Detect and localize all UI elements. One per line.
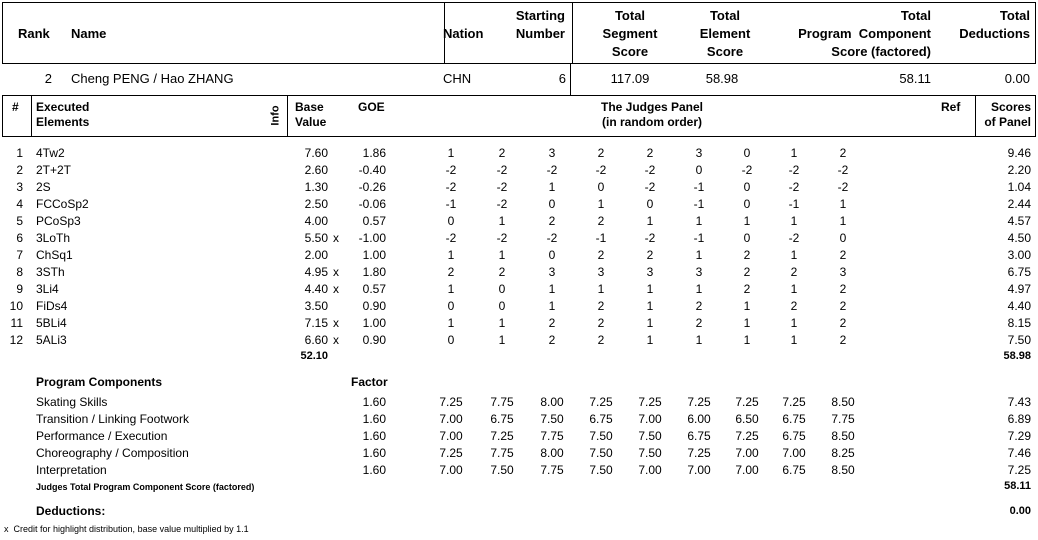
component-name: Interpretation <box>36 463 107 477</box>
header-judges-panel: The Judges Panel (in random order) <box>600 100 704 129</box>
deductions-label: Deductions: <box>36 504 106 518</box>
row-goe: 0.90 <box>362 333 386 347</box>
judge-score: 7.25 <box>782 395 806 409</box>
row-goe: -0.06 <box>358 197 386 211</box>
header-total-element-score: Total Element Score <box>699 8 751 59</box>
judge-score: 3 <box>548 265 556 279</box>
header-base-value: Base Value <box>295 100 327 129</box>
judge-score: 7.00 <box>638 412 662 426</box>
header-ref: Ref <box>941 100 961 114</box>
component-score: 6.89 <box>1007 412 1031 426</box>
judge-score: 7.25 <box>638 395 662 409</box>
result-tss: 117.09 <box>610 71 650 86</box>
component-score: 7.46 <box>1007 446 1031 460</box>
judge-score: 7.25 <box>589 395 613 409</box>
judge-score: 2 <box>597 146 605 160</box>
judge-score: 2 <box>743 282 751 296</box>
table-row <box>0 162 1038 179</box>
judge-score: -2 <box>837 163 849 177</box>
judge-score: 7.75 <box>831 412 855 426</box>
judge-score: -2 <box>546 231 558 245</box>
component-name: Performance / Execution <box>36 429 168 443</box>
judge-score: 0 <box>743 197 751 211</box>
judge-score: 6.75 <box>782 429 806 443</box>
row-base-value: 4.00 <box>304 214 328 228</box>
judge-score: 7.25 <box>687 395 711 409</box>
judge-score: 2 <box>548 333 556 347</box>
judge-score: 2 <box>597 299 605 313</box>
judge-score: 1 <box>447 316 455 330</box>
row-goe: 0.57 <box>362 282 386 296</box>
judge-score: 2 <box>839 316 847 330</box>
row-base-value: 7.60 <box>304 146 328 160</box>
row-panel-score: 9.46 <box>1007 146 1031 160</box>
row-panel-score: 7.50 <box>1007 333 1031 347</box>
judge-score: 1 <box>498 316 506 330</box>
judge-score: -2 <box>496 163 508 177</box>
judge-score: 1 <box>447 282 455 296</box>
header-nation: Nation <box>443 26 484 41</box>
judge-score: 7.50 <box>589 446 613 460</box>
judge-score: -2 <box>445 180 457 194</box>
header-total-segment-score: Total Segment Score <box>602 8 658 59</box>
judge-score: 0 <box>695 163 703 177</box>
judge-score: 1 <box>743 316 751 330</box>
row-base-value: 7.15 <box>304 316 328 330</box>
judge-score: 8.00 <box>540 446 564 460</box>
judge-score: 1 <box>646 299 654 313</box>
judge-score: 7.00 <box>439 429 463 443</box>
row-element: PCoSp3 <box>36 214 81 228</box>
judge-score: 7.50 <box>490 463 514 477</box>
judge-score: 1 <box>790 146 798 160</box>
result-tes: 58.98 <box>705 71 739 86</box>
row-number: 5 <box>16 214 23 228</box>
judge-score: 1 <box>790 316 798 330</box>
judge-score: -2 <box>837 180 849 194</box>
judge-score: 2 <box>498 265 506 279</box>
judge-score: 2 <box>839 282 847 296</box>
table-row <box>0 179 1038 196</box>
judge-score: 1 <box>743 214 751 228</box>
judge-score: 2 <box>743 248 751 262</box>
row-element: 3LoTh <box>36 231 71 245</box>
judge-score: -1 <box>445 197 457 211</box>
judge-score: 2 <box>839 333 847 347</box>
result-deductions: 0.00 <box>1004 71 1030 86</box>
judge-score: -2 <box>644 231 656 245</box>
component-name: Transition / Linking Footwork <box>36 412 189 426</box>
row-bonus-marker: x <box>333 265 339 279</box>
judge-score: 1 <box>790 248 798 262</box>
base-value-total: 52.10 <box>300 350 328 362</box>
row-goe: 1.00 <box>362 316 386 330</box>
row-goe: 1.80 <box>362 265 386 279</box>
judge-score: 1 <box>646 333 654 347</box>
judge-score: 1 <box>695 248 703 262</box>
row-panel-score: 3.00 <box>1007 248 1031 262</box>
judge-score: 7.00 <box>735 446 759 460</box>
row-number: 12 <box>9 333 23 347</box>
row-element: 4Tw2 <box>36 146 65 160</box>
row-number: 9 <box>16 282 23 296</box>
judge-score: -2 <box>644 163 656 177</box>
header-total-deductions: Total Deductions <box>959 8 1030 41</box>
result-rank: 2 <box>44 71 52 86</box>
row-base-value: 4.40 <box>304 282 328 296</box>
row-goe: -0.26 <box>358 180 386 194</box>
judge-score: 0 <box>498 282 506 296</box>
table-row <box>0 264 1038 281</box>
row-base-value: 6.60 <box>304 333 328 347</box>
judge-score: 0 <box>447 333 455 347</box>
judge-score: 1 <box>695 333 703 347</box>
header-goe: GOE <box>358 100 385 114</box>
judge-score: -2 <box>644 180 656 194</box>
row-panel-score: 2.20 <box>1007 163 1031 177</box>
judge-score: 1 <box>743 299 751 313</box>
row-panel-score: 2.44 <box>1007 197 1031 211</box>
judge-score: 3 <box>597 265 605 279</box>
header-info: Info <box>269 105 282 126</box>
component-factor: 1.60 <box>362 446 386 460</box>
judge-score: -1 <box>693 231 705 245</box>
judge-score: 1 <box>839 197 847 211</box>
judge-score: -2 <box>595 163 607 177</box>
component-score: 7.25 <box>1007 463 1031 477</box>
row-element: ChSq1 <box>36 248 73 262</box>
judge-score: 7.50 <box>638 429 662 443</box>
judge-score: 7.50 <box>540 412 564 426</box>
row-base-value: 2.60 <box>304 163 328 177</box>
result-pcs: 58.11 <box>899 71 931 86</box>
row-bonus-marker: x <box>333 316 339 330</box>
judge-score: 2 <box>597 333 605 347</box>
judge-score: -2 <box>496 231 508 245</box>
judge-score: 7.00 <box>782 446 806 460</box>
pcs-label: Judges Total Program Component Score (factored) <box>36 482 255 492</box>
row-element: 2S <box>36 180 51 194</box>
judge-score: 0 <box>548 248 556 262</box>
row-panel-score: 4.97 <box>1007 282 1031 296</box>
judge-score: 2 <box>695 299 703 313</box>
judge-score: 0 <box>743 231 751 245</box>
judge-score: 6.75 <box>687 429 711 443</box>
judge-score: 1 <box>790 282 798 296</box>
judge-score: 2 <box>790 299 798 313</box>
row-goe: -0.40 <box>358 163 386 177</box>
row-bonus-marker: x <box>333 282 339 296</box>
row-number: 3 <box>16 180 23 194</box>
judge-score: 1 <box>498 214 506 228</box>
component-score: 7.43 <box>1007 395 1031 409</box>
judge-score: 8.50 <box>831 429 855 443</box>
judge-score: 2 <box>646 146 654 160</box>
component-name: Choreography / Composition <box>36 446 189 460</box>
judge-score: -1 <box>788 197 800 211</box>
component-factor: 1.60 <box>362 429 386 443</box>
judge-score: 1 <box>790 214 798 228</box>
judge-score: 1 <box>646 316 654 330</box>
row-bonus-marker: x <box>333 231 339 245</box>
footnote: x Credit for highlight distribution, base value multiplied by 1.1 <box>4 524 249 534</box>
table-row <box>0 332 1038 349</box>
divider <box>570 64 571 95</box>
component-row <box>0 394 1038 411</box>
divider <box>31 96 32 136</box>
judge-score: 2 <box>597 248 605 262</box>
row-goe: -1.00 <box>358 231 386 245</box>
divider <box>572 3 573 63</box>
judge-score: 2 <box>597 214 605 228</box>
row-element: FCCoSp2 <box>36 197 89 211</box>
judge-score: 6.75 <box>490 412 514 426</box>
row-number: 2 <box>16 163 23 177</box>
judge-score: -2 <box>445 231 457 245</box>
judge-score: 7.00 <box>687 463 711 477</box>
judge-score: 8.00 <box>540 395 564 409</box>
judge-score: 0 <box>743 180 751 194</box>
component-row <box>0 462 1038 479</box>
row-element: 5BLi4 <box>36 316 67 330</box>
judge-score: 2 <box>646 248 654 262</box>
judge-score: 7.75 <box>540 429 564 443</box>
judge-score: 7.75 <box>490 395 514 409</box>
judge-score: 1 <box>695 282 703 296</box>
judge-score: 0 <box>447 214 455 228</box>
judge-score: -1 <box>693 180 705 194</box>
judge-score: 3 <box>548 146 556 160</box>
row-bonus-marker: x <box>333 333 339 347</box>
judge-score: 0 <box>597 180 605 194</box>
judge-score: 2 <box>790 265 798 279</box>
judge-score: -2 <box>445 163 457 177</box>
judge-score: 3 <box>646 265 654 279</box>
divider <box>287 96 288 136</box>
component-row <box>0 411 1038 428</box>
header-number: # <box>12 100 19 114</box>
header-program-component-score: Total Program Component Score (factored) <box>798 8 931 59</box>
judge-score: 6.75 <box>782 412 806 426</box>
deductions-total: 0.00 <box>1009 505 1031 517</box>
header-name: Name <box>71 26 107 41</box>
judge-score: 0 <box>548 197 556 211</box>
row-number: 10 <box>9 299 23 313</box>
result-starting-number: 6 <box>558 71 566 86</box>
row-goe: 0.57 <box>362 214 386 228</box>
row-base-value: 1.30 <box>304 180 328 194</box>
judge-score: 1 <box>695 214 703 228</box>
header-executed-elements: Executed Elements <box>36 100 90 129</box>
judge-score: 1 <box>597 197 605 211</box>
elements-header <box>2 95 1036 137</box>
row-element: 5ALi3 <box>36 333 67 347</box>
tes-total: 58.98 <box>1003 350 1031 362</box>
judge-score: 2 <box>839 248 847 262</box>
judge-score: 6.00 <box>687 412 711 426</box>
judge-score: 1 <box>743 333 751 347</box>
row-number: 4 <box>16 197 23 211</box>
row-number: 1 <box>16 146 23 160</box>
judge-score: 2 <box>548 316 556 330</box>
judge-score: 7.25 <box>687 446 711 460</box>
header-scores-of-panel: Scores of Panel <box>984 100 1031 129</box>
judge-score: 1 <box>548 282 556 296</box>
judge-score: -2 <box>788 163 800 177</box>
judge-score: 0 <box>646 197 654 211</box>
row-number: 8 <box>16 265 23 279</box>
judge-score: 1 <box>790 333 798 347</box>
judge-score: 1 <box>646 282 654 296</box>
table-row <box>0 230 1038 247</box>
judge-score: 1 <box>839 214 847 228</box>
row-base-value: 2.00 <box>304 248 328 262</box>
judge-score: 1 <box>548 180 556 194</box>
judge-score: 2 <box>548 214 556 228</box>
table-row <box>0 213 1038 230</box>
judge-score: 8.25 <box>831 446 855 460</box>
judge-score: -2 <box>546 163 558 177</box>
judge-score: 1 <box>646 214 654 228</box>
component-row <box>0 445 1038 462</box>
judge-score: 7.75 <box>490 446 514 460</box>
row-base-value: 5.50 <box>304 231 328 245</box>
row-panel-score: 4.57 <box>1007 214 1031 228</box>
judge-score: 2 <box>597 316 605 330</box>
judge-score: -1 <box>693 197 705 211</box>
judge-score: 1 <box>498 333 506 347</box>
judge-score: 6.75 <box>782 463 806 477</box>
table-row <box>0 145 1038 162</box>
judge-score: 2 <box>839 299 847 313</box>
row-base-value: 4.95 <box>304 265 328 279</box>
judge-score: 6.50 <box>735 412 759 426</box>
judge-score: 7.50 <box>589 463 613 477</box>
judge-score: 0 <box>839 231 847 245</box>
row-goe: 0.90 <box>362 299 386 313</box>
judge-score: -2 <box>741 163 753 177</box>
judge-score: 7.00 <box>439 412 463 426</box>
header-starting-number: Starting Number <box>515 8 565 41</box>
judge-score: 0 <box>447 299 455 313</box>
judge-score: -1 <box>595 231 607 245</box>
judge-score: 7.25 <box>439 395 463 409</box>
judge-score: 7.25 <box>439 446 463 460</box>
component-name: Skating Skills <box>36 395 108 409</box>
header-rank: Rank <box>18 26 50 41</box>
judge-score: 2 <box>743 265 751 279</box>
table-row <box>0 281 1038 298</box>
judge-score: 1 <box>447 248 455 262</box>
component-factor: 1.60 <box>362 395 386 409</box>
judge-score: 7.25 <box>490 429 514 443</box>
judge-score: 7.50 <box>638 446 662 460</box>
table-row <box>0 247 1038 264</box>
judge-score: 7.50 <box>589 429 613 443</box>
judge-score: 3 <box>839 265 847 279</box>
judge-score: 7.00 <box>735 463 759 477</box>
judge-score: 7.75 <box>540 463 564 477</box>
factor-title: Factor <box>351 375 388 389</box>
row-panel-score: 4.50 <box>1007 231 1031 245</box>
component-score: 7.29 <box>1007 429 1031 443</box>
judge-score: 7.00 <box>439 463 463 477</box>
judge-score: 8.50 <box>831 395 855 409</box>
judge-score: -2 <box>496 197 508 211</box>
result-name: Cheng PENG / Hao ZHANG <box>71 71 234 86</box>
judge-score: 0 <box>498 299 506 313</box>
judge-score: 6.75 <box>589 412 613 426</box>
row-base-value: 3.50 <box>304 299 328 313</box>
judge-score: -2 <box>788 231 800 245</box>
judge-score: 7.25 <box>735 429 759 443</box>
table-row <box>0 315 1038 332</box>
row-panel-score: 6.75 <box>1007 265 1031 279</box>
judge-score: 3 <box>695 265 703 279</box>
judge-score: 1 <box>548 299 556 313</box>
judge-score: 2 <box>498 146 506 160</box>
row-element: 3Li4 <box>36 282 59 296</box>
judge-score: -2 <box>788 180 800 194</box>
row-goe: 1.86 <box>362 146 386 160</box>
result-nation: CHN <box>443 71 472 86</box>
judge-score: 3 <box>695 146 703 160</box>
row-element: 2T+2T <box>36 163 72 177</box>
judge-score: 7.00 <box>638 463 662 477</box>
row-panel-score: 8.15 <box>1007 316 1031 330</box>
judge-score: 7.25 <box>735 395 759 409</box>
judge-score: 1 <box>597 282 605 296</box>
table-row <box>0 298 1038 315</box>
row-number: 6 <box>16 231 23 245</box>
judge-score: 2 <box>447 265 455 279</box>
table-row <box>0 196 1038 213</box>
judge-score: 0 <box>743 146 751 160</box>
judge-score: 8.50 <box>831 463 855 477</box>
judge-score: 1 <box>447 146 455 160</box>
program-components-title: Program Components <box>36 375 163 389</box>
judge-score: 2 <box>839 146 847 160</box>
judge-score: 1 <box>498 248 506 262</box>
component-factor: 1.60 <box>362 412 386 426</box>
row-goe: 1.00 <box>362 248 386 262</box>
row-element: 3STh <box>36 265 65 279</box>
row-element: FiDs4 <box>36 299 68 313</box>
judge-score: -2 <box>496 180 508 194</box>
component-row <box>0 428 1038 445</box>
row-number: 11 <box>10 316 23 330</box>
pcs-total: 58.11 <box>1004 480 1031 492</box>
row-panel-score: 1.04 <box>1007 180 1031 194</box>
component-factor: 1.60 <box>362 463 386 477</box>
row-base-value: 2.50 <box>304 197 328 211</box>
judge-score: 2 <box>695 316 703 330</box>
row-number: 7 <box>16 248 23 262</box>
row-panel-score: 4.40 <box>1007 299 1031 313</box>
